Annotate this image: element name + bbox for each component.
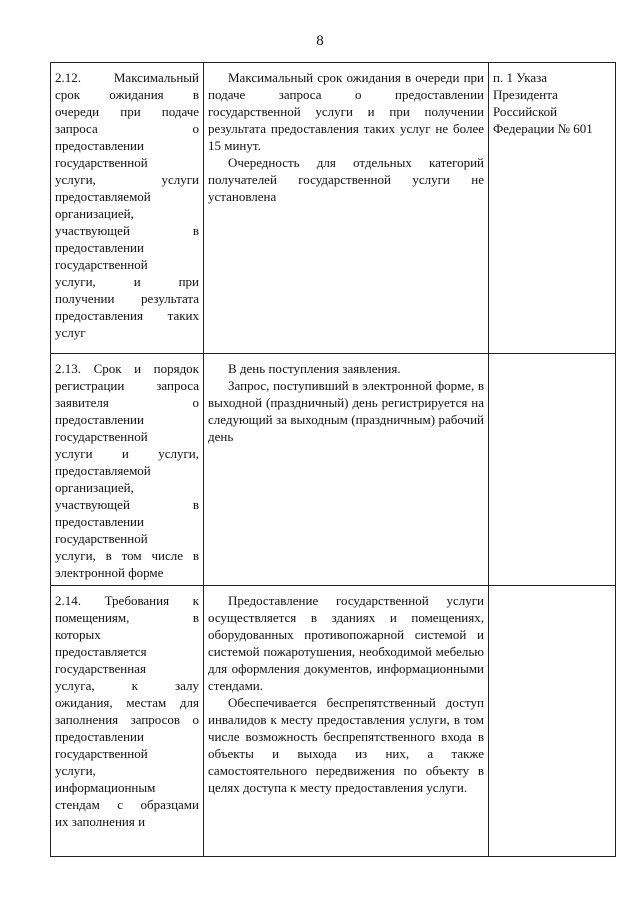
requirement-name-line: их заполнения и — [55, 814, 146, 829]
requirement-name-line: государственной — [55, 257, 148, 272]
content-paragraph: Запрос, поступивший в электронной форме, в выходной (праздничный) день регистрируется на следующий за выходным (праздничным) рабочий день — [208, 378, 484, 444]
requirement-name-line: 2.12. Максимальный — [55, 70, 199, 85]
requirement-name-line: заявителя о — [55, 395, 199, 410]
requirement-name-line: предоставляется — [55, 644, 147, 659]
legal-basis-cell — [489, 354, 616, 586]
content-paragraph: В день поступления заявления. — [228, 361, 401, 376]
requirement-name-line: запроса о — [55, 121, 199, 136]
requirement-name-line: очереди при подаче — [55, 104, 199, 119]
requirement-name-line: государственная — [55, 661, 146, 676]
requirement-name-cell — [51, 354, 204, 586]
requirement-name-line: государственной — [55, 155, 148, 170]
requirement-name-line: помещениям, в — [55, 610, 199, 625]
requirement-content-cell — [204, 586, 489, 857]
requirement-name-line: организацией, — [55, 206, 134, 221]
requirement-name-line: услуги, — [55, 763, 96, 778]
requirement-name-line: услуг — [55, 325, 86, 340]
requirement-name-line: получении результата — [55, 291, 199, 306]
requirement-name-line: предоставлении — [55, 729, 144, 744]
requirement-content-cell — [204, 63, 489, 354]
requirement-name-line: предоставлении — [55, 412, 144, 427]
requirement-name-line: участвующей в — [55, 497, 199, 512]
legal-basis-cell — [489, 63, 616, 354]
requirement-name-line: государственной — [55, 429, 148, 444]
requirement-name-line: заполнения запросов о — [55, 712, 199, 727]
legal-basis-cell — [489, 586, 616, 857]
requirement-content — [208, 69, 484, 205]
requirement-name — [55, 69, 199, 341]
requirement-name-line: услуги, в том числе в — [55, 548, 199, 563]
requirement-name-line: участвующей в — [55, 223, 199, 238]
page-number: 8 — [316, 33, 324, 49]
requirement-name-line: предоставляемой — [55, 463, 151, 478]
requirement-name-line: предоставлении — [55, 514, 144, 529]
requirement-name-line: услуга, к залу — [55, 678, 199, 693]
requirement-name-line: предоставления таких — [55, 308, 199, 323]
table-row-2-12 — [51, 63, 616, 354]
requirement-name-line: регистрации запроса — [55, 378, 199, 393]
requirement-name-line: стендам с образцами — [55, 797, 199, 812]
table-row-2-14 — [51, 586, 616, 857]
requirement-name-line: услуги и услуги, — [55, 446, 199, 461]
requirement-name-line: предоставлении — [55, 138, 144, 153]
requirement-name-line: услуги, услуги — [55, 172, 199, 187]
content-paragraph: Максимальный срок ожидания в очереди при подаче запроса о предоставлении государственной услуги и при получении результата предоставления таких услуг не более 15 минут. — [208, 70, 484, 153]
requirement-name — [55, 592, 199, 830]
requirement-name-cell — [51, 586, 204, 857]
legal-basis: п. 1 Указа Президента Российской Федерации № 601 — [493, 70, 593, 136]
requirement-name-line: ожидания, местам для — [55, 695, 199, 710]
requirement-name — [55, 360, 199, 581]
requirement-name-line: предоставляемой — [55, 189, 151, 204]
requirement-name-line: которых — [55, 627, 101, 642]
requirement-content-cell — [204, 354, 489, 586]
content-paragraph: Предоставление государственной услуги осуществляется в зданиях и помещениях, оборудованных противопожарной системой и системой пожаротушения, необходимой мебелью для оформления документов, информационными стендами. — [208, 593, 484, 693]
table-row-2-13 — [51, 354, 616, 586]
requirement-name-line: срок ожидания в — [55, 87, 199, 102]
requirement-name-line: 2.14. Требования к — [55, 593, 199, 608]
requirement-content — [208, 592, 484, 796]
requirement-name-line: информационным — [55, 780, 156, 795]
requirement-name-line: государственной — [55, 531, 148, 546]
content-paragraph: Очередность для отдельных категорий получателей государственной услуги не установлена — [208, 155, 484, 204]
requirement-name-line: предоставлении — [55, 240, 144, 255]
requirement-name-cell — [51, 63, 204, 354]
content-paragraph: Обеспечивается беспрепятственный доступ инвалидов к месту предоставления услуги, в том числе возможность беспрепятственного входа в объекты и выхода из них, а также самостоятельного передвижения по объекту в целях доступа к месту предоставления услуги. — [208, 695, 484, 795]
requirement-name-line: электронной форме — [55, 565, 164, 580]
requirement-content — [208, 360, 484, 445]
requirements-table — [50, 62, 616, 857]
requirement-name-line: государственной — [55, 746, 148, 761]
requirement-name-line: 2.13. Срок и порядок — [55, 361, 199, 376]
requirement-name-line: услуги, и при — [55, 274, 199, 289]
requirement-name-line: организацией, — [55, 480, 134, 495]
